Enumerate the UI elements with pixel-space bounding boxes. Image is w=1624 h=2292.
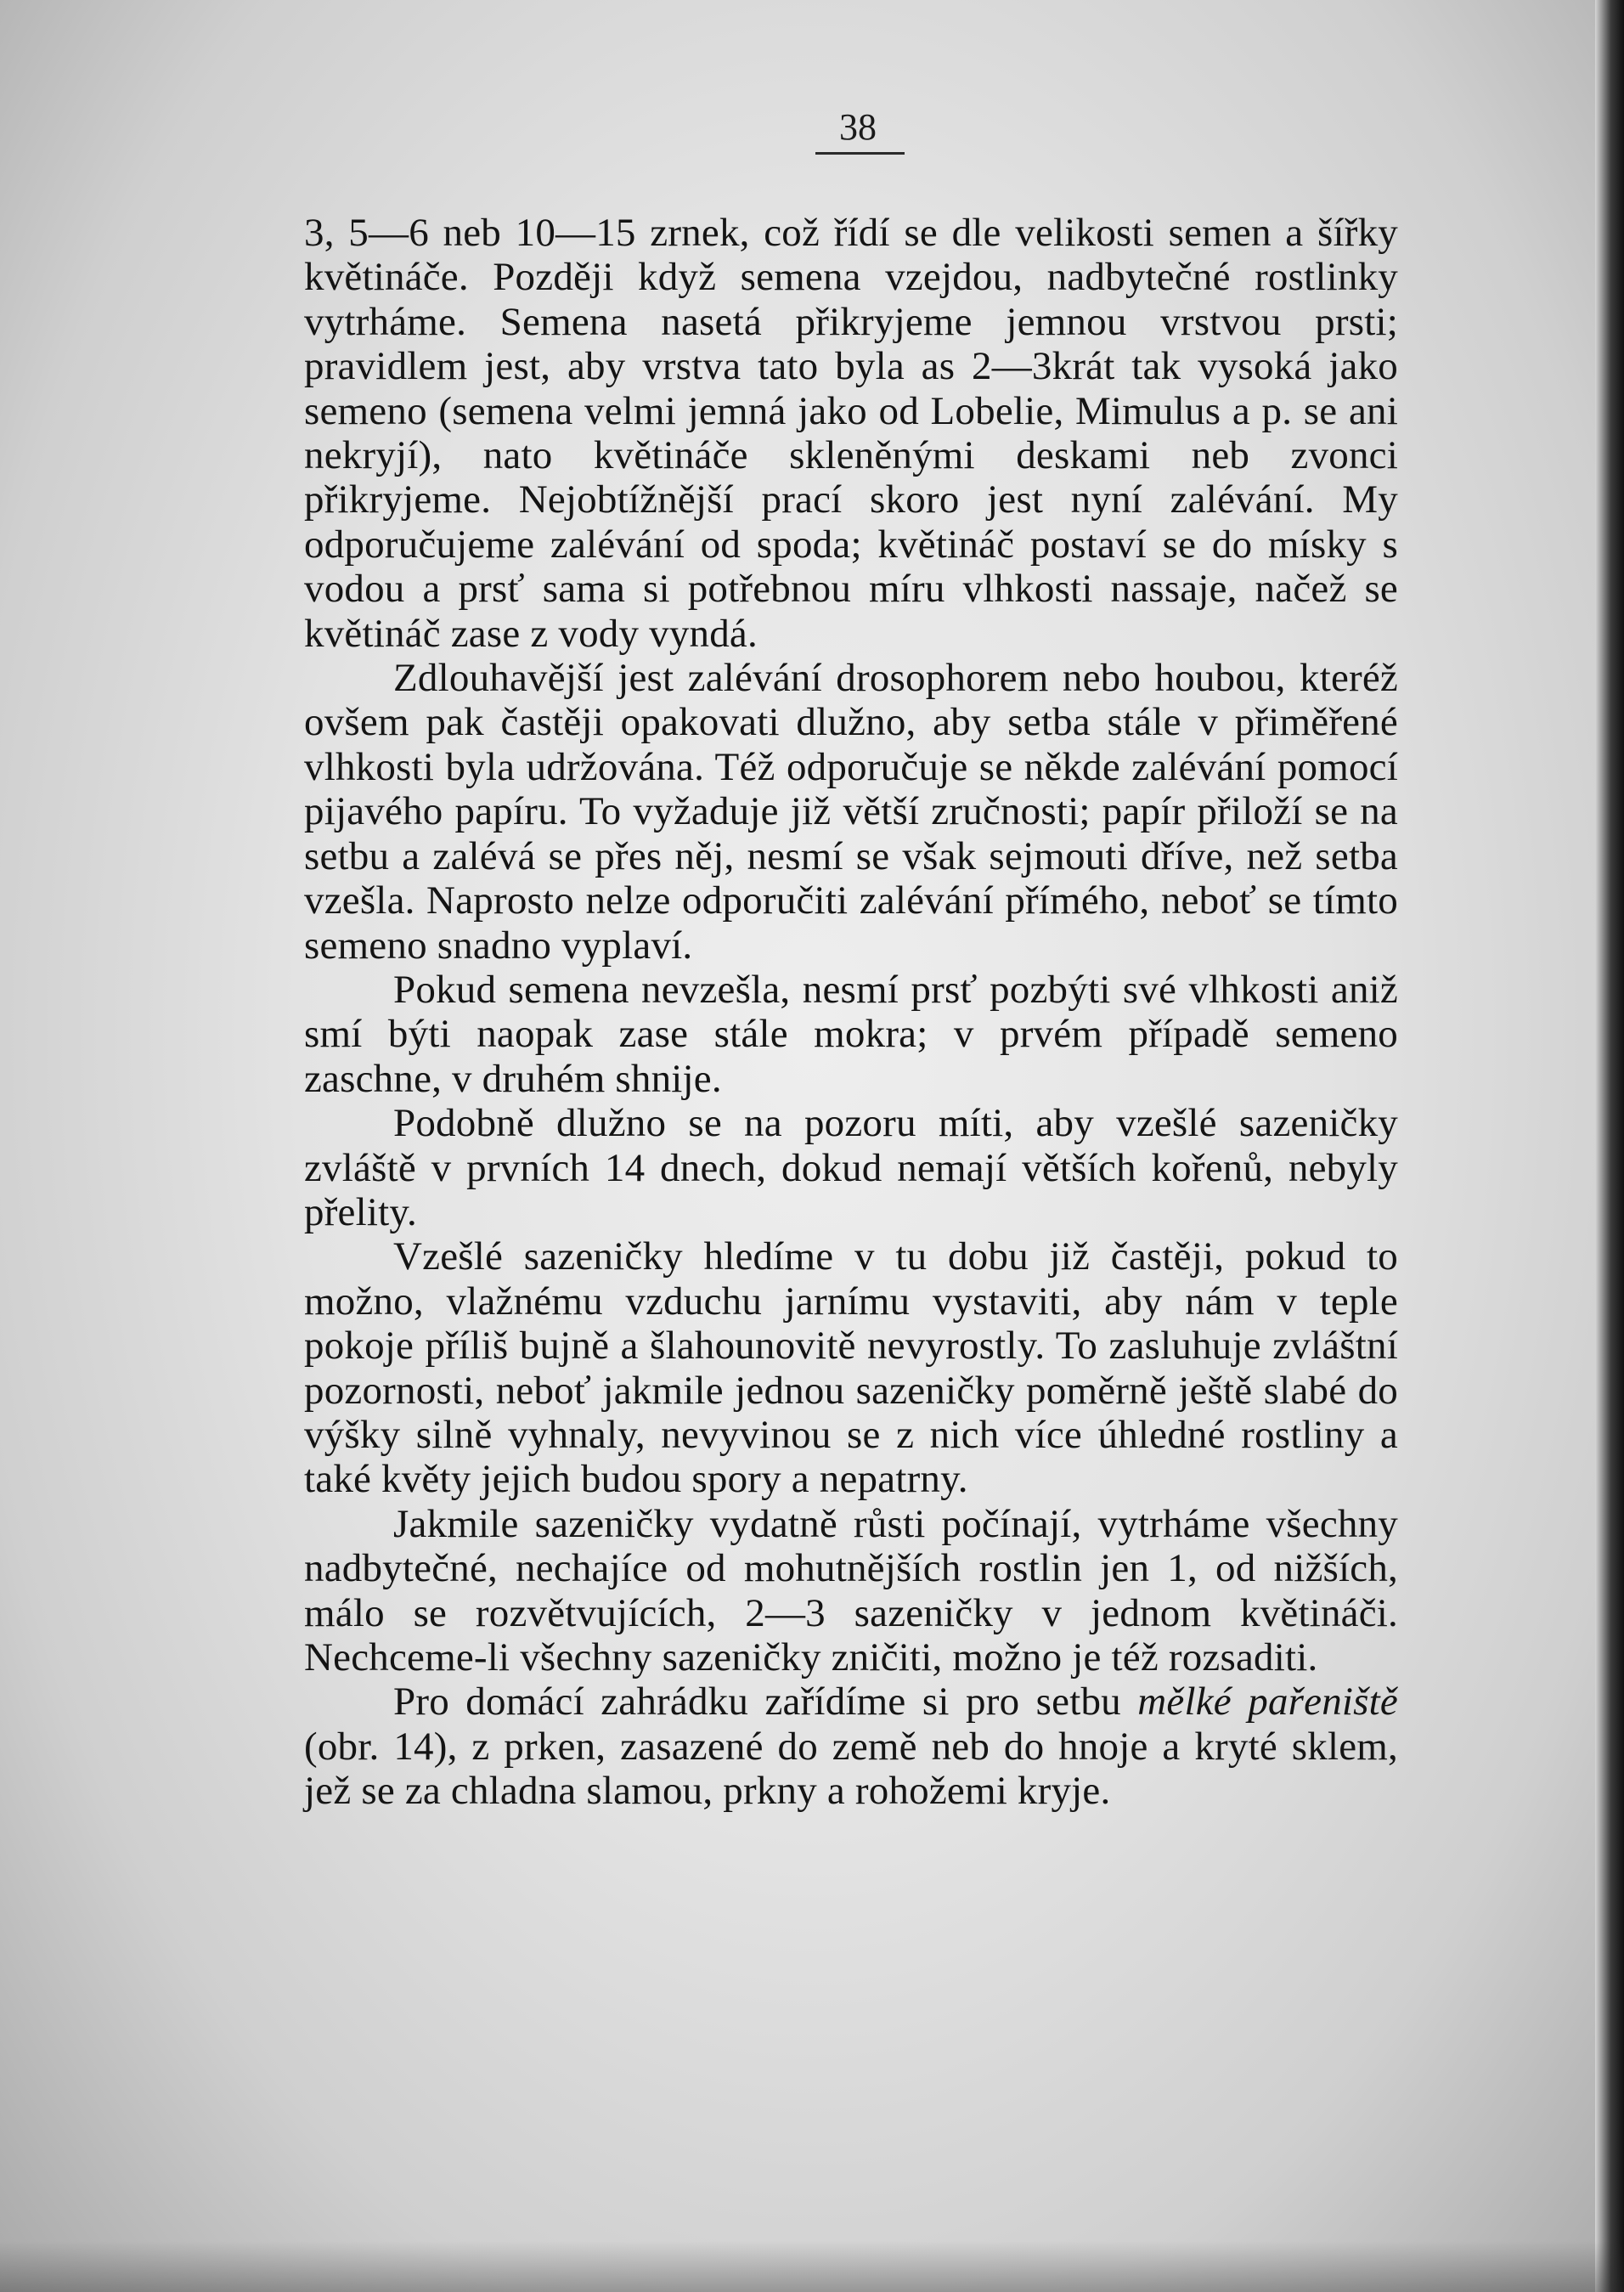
- body-text: [304, 211, 1398, 1814]
- paragraph: Podobně dlužno se na pozoru míti, aby vzešlé sazeničky zvláště v prvních 14 dnech, dokud nemají větších kořenů, nebyly přelity.: [304, 1101, 1398, 1234]
- page-binding-shadow: [1595, 0, 1624, 2292]
- page-number-rule: [815, 152, 905, 155]
- paragraph: Pokud semena nevzešla, nesmí prsť pozbýti své vlhkosti aniž smí býti naopak zase stále mokra; v prvém případě semeno zaschne, v druhém shnije.: [304, 967, 1398, 1101]
- paragraph: Zdlouhavější jest zalévání drosophorem nebo houbou, kteréž ovšem pak častěji opakovati dlužno, aby setba stále v přiměřené vlhkosti byla udržována. Též odporučuje se někde zalévání pomocí pijavého papíru. To vyžaduje již větší zručnosti; papír přiloží se na setbu a zalévá se přes něj, nesmí se však sejmouti dříve, než setba vzešla. Naprosto nelze odporučiti zalévání přímého, neboť se tímto semeno snadno vyplaví.: [304, 656, 1398, 968]
- emphasized-term: mělké pařeniště: [1137, 1679, 1398, 1725]
- paragraph-text: Pro domácí zahrádku zařídíme si pro setbu: [393, 1679, 1138, 1725]
- page-bottom-shadow: [0, 2241, 1624, 2292]
- paragraph: Jakmile sazeničky vydatně růsti počínají, vytrháme všechny nadbytečné, nechajíce od mohutnějších rostlin jen 1, od nižších, málo se rozvětvujících, 2—3 sazeničky v jednom květináči. Nechceme-li všechny sazeničky zničiti, možno je též rozsaditi.: [304, 1501, 1398, 1679]
- paragraph: [304, 1679, 1398, 1813]
- paragraph: 3, 5—6 neb 10—15 zrnek, což řídí se dle velikosti semen a šířky květináče. Později když semena vzejdou, nadbytečné rostlinky vytrháme. Semena nasetá přikryjeme jemnou vrstvou prsti; pravidlem jest, aby vrstva tato byla as 2—3krát tak vysoká jako semeno (semena velmi jemná jako od Lobelie, Mimulus a p. se ani nekryjí), nato květináče skleněnými deskami neb zvonci přikryjeme. Nejobtížnější prací skoro jest nyní zalévání. My odporučujeme zalévání od spoda; květináč postaví se do mísky s vodou a prsť sama si potřebnou míru vlhkosti nassaje, načež se květináč zase z vody vyndá.: [304, 211, 1398, 656]
- page-number: 38: [839, 106, 877, 148]
- paragraph: Vzešlé sazeničky hledíme v tu dobu již častěji, pokud to možno, vlažnému vzduchu jarnímu vystaviti, aby nám v teple pokoje příliš bujně a šlahounovitě nevyrostly. To zasluhuje zvláštní pozornosti, neboť jakmile jednou sazeničky poměrně ještě slabé do výšky silně vyhnaly, nevyvinou se z nich více úhledné rostliny a také květy jejich budou spory a nepatrny.: [304, 1234, 1398, 1502]
- paragraph-text: (obr. 14), z prken, zasazené do země neb do hnoje a kryté sklem, jež se za chladna slamou, prkny a rohožemi kryje.: [304, 1724, 1398, 1814]
